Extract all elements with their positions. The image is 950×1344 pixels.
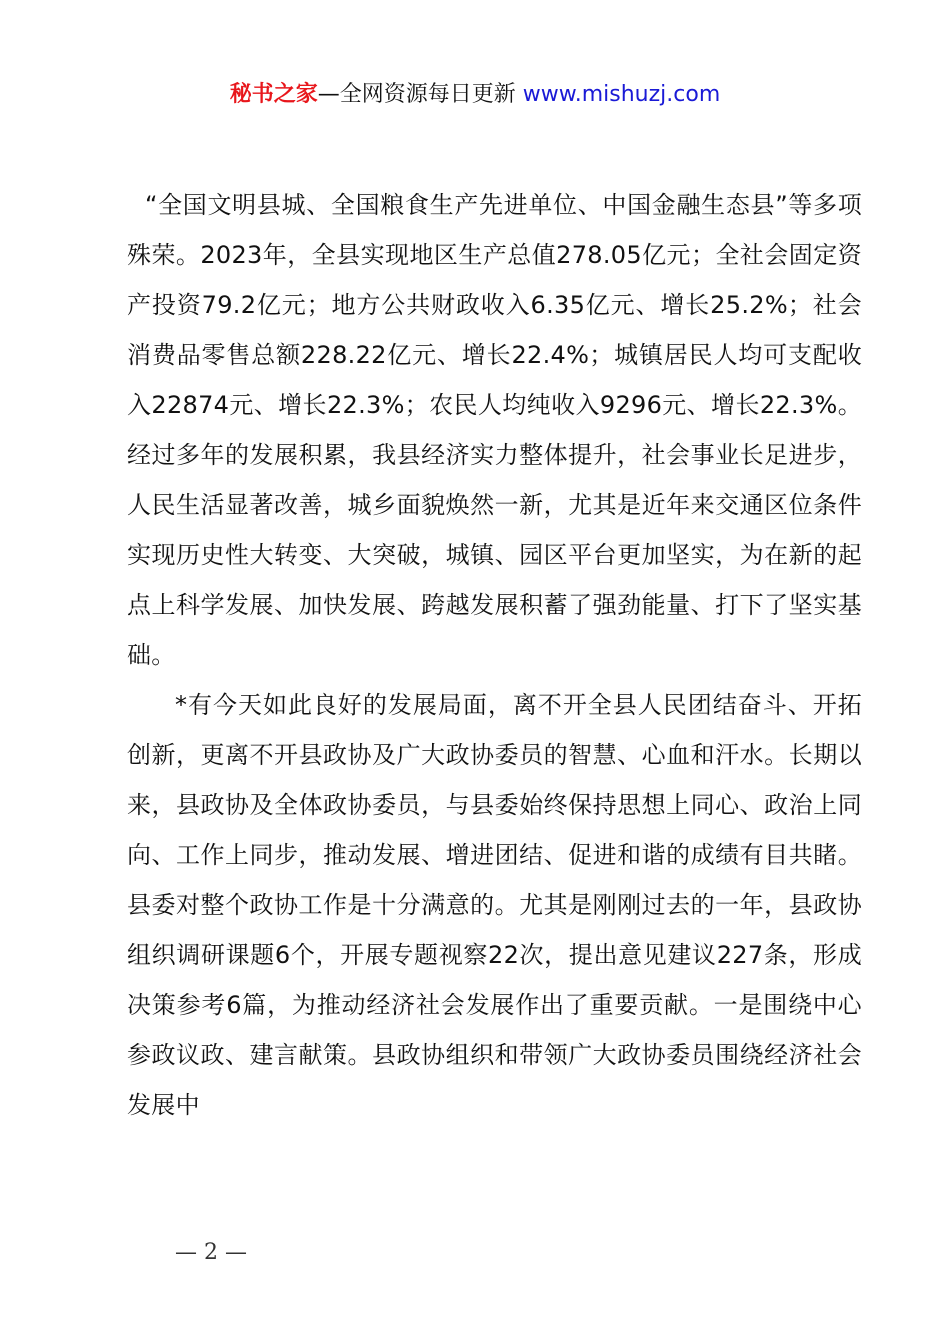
document-body bbox=[127, 180, 862, 1130]
site-url-link[interactable]: www.mishuzj.com bbox=[522, 82, 721, 107]
site-header bbox=[0, 78, 950, 112]
header-tagline: —全网资源每日更新 bbox=[317, 82, 516, 107]
paragraph-1: “全国文明县城、全国粮食生产先进单位、中国金融生态县”等多项殊荣。2023年，全县实现地区生产总值278.05亿元；全社会固定资产投资79.2亿元；地方公共财政收入6.35亿元、增长25.2%；社会消费品零售总额228.22亿元、增长22.4%；城镇居民人均可支配收入22874元、增长22.3%；农民人均纯收入9296元、增长22.3%。经过多年的发展积累，我县经济实力整体提升，社会事业长足进步，人民生活显著改善，城乡面貌焕然一新，尤其是近年来交通区位条件实现历史性大转变、大突破，城镇、园区平台更加坚实，为在新的起点上科学发展、加快发展、跨越发展积蓄了强劲能量、打下了坚实基础。 bbox=[127, 191, 862, 669]
paragraph-2: *有今天如此良好的发展局面，离不开全县人民团结奋斗、开拓创新，更离不开县政协及广大政协委员的智慧、心血和汗水。长期以来，县政协及全体政协委员，与县委始终保持思想上同心、政治上同向、工作上同步，推动发展、增进团结、促进和谐的成绩有目共睹。县委对整个政协工作是十分满意的。尤其是刚刚过去的一年，县政协组织调研课题6个，开展专题视察22次，提出意见建议227条，形成决策参考6篇，为推动经济社会发展作出了重要贡献。一是围绕中心参政议政、建言献策。县政协组织和带领广大政协委员围绕经济社会发展中 bbox=[127, 691, 862, 1119]
page-number: — 2 — bbox=[175, 1240, 247, 1265]
brand-name: 秘书之家 bbox=[229, 82, 318, 107]
